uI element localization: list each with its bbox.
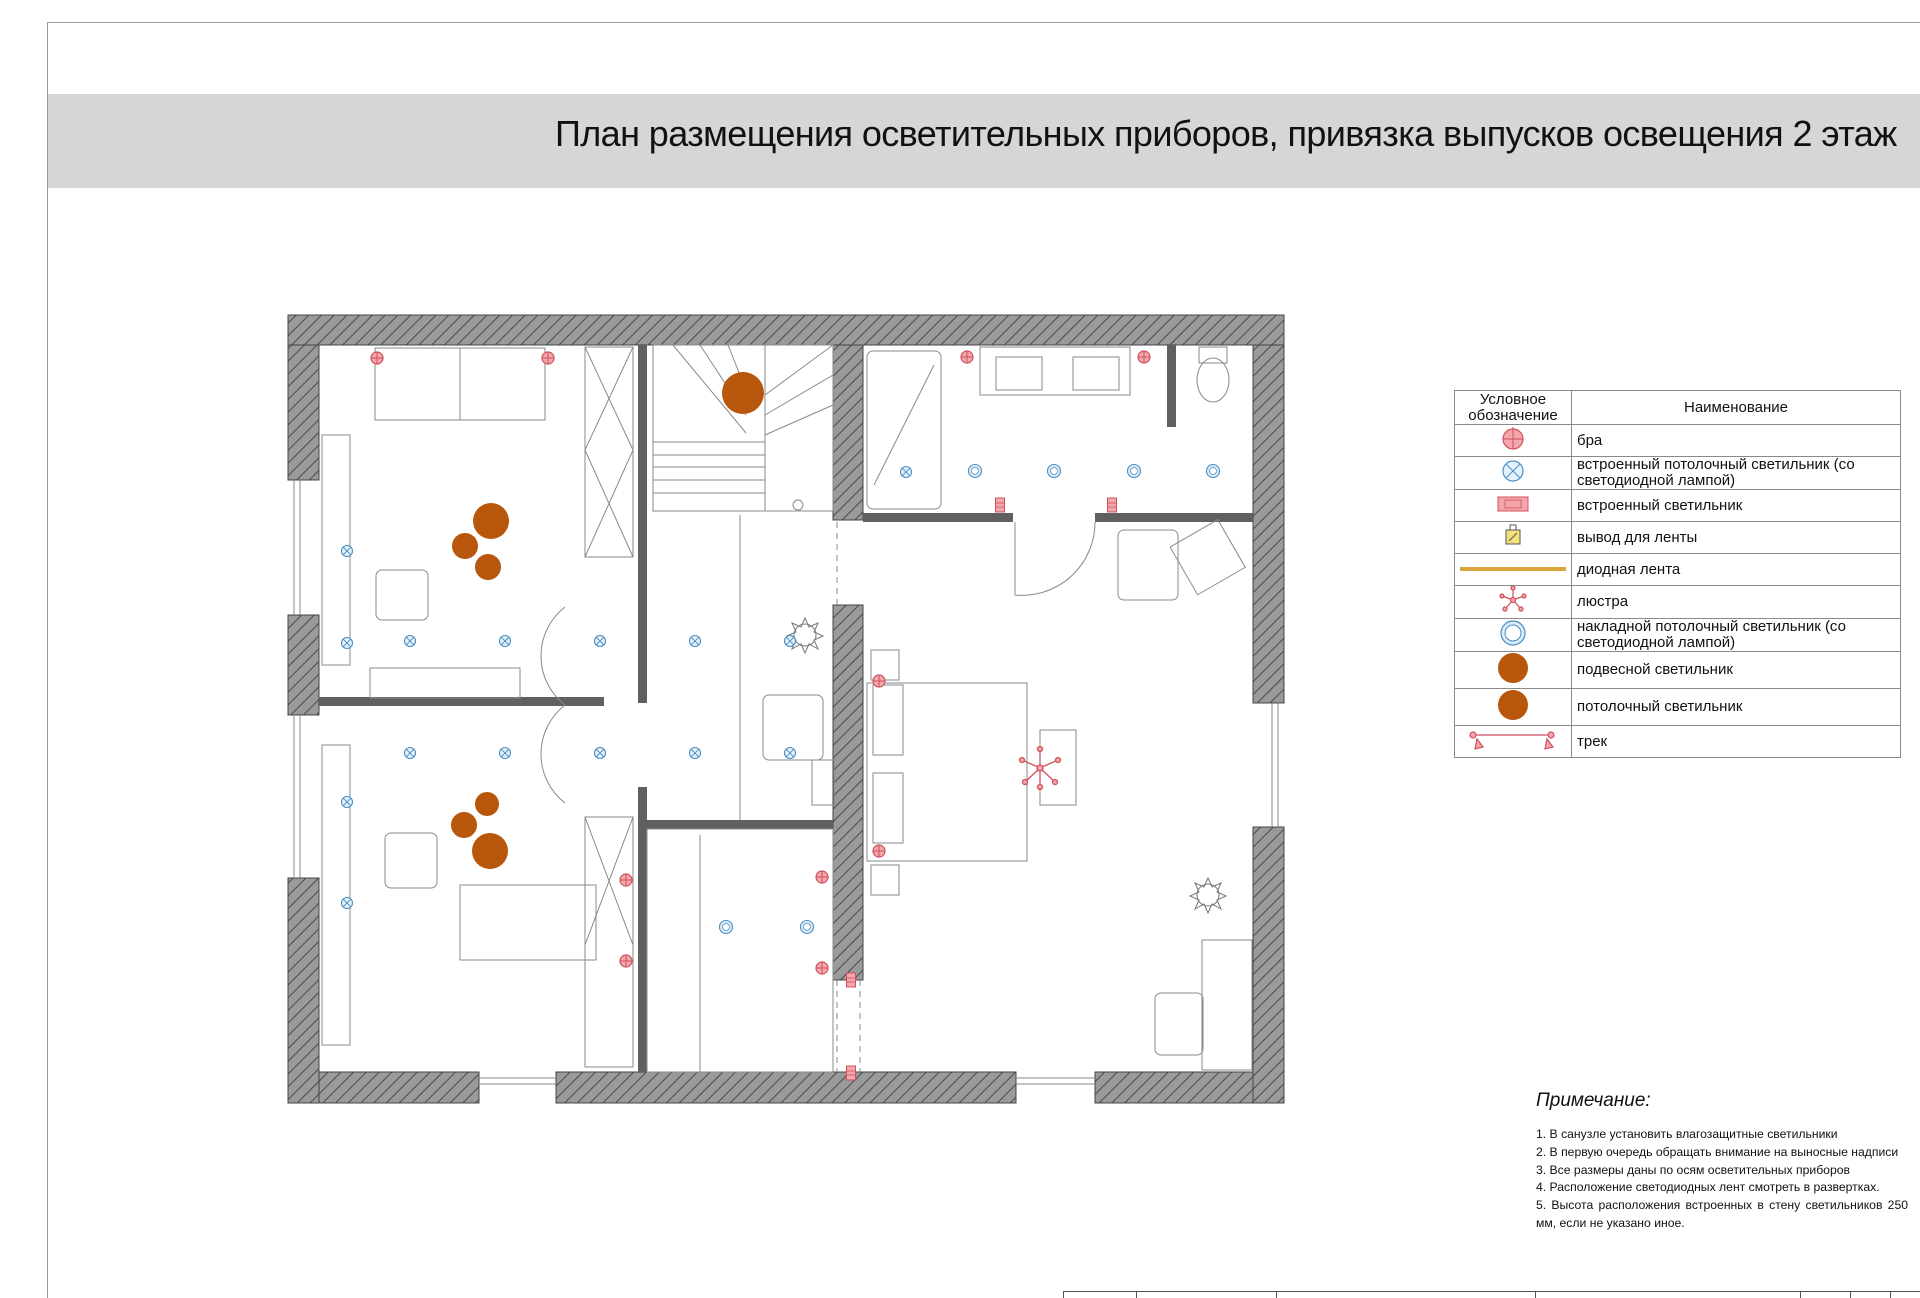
note-item: 3. Все размеры даны по осям осветительных приборов bbox=[1536, 1162, 1850, 1177]
legend-label: встроенный светильник bbox=[1572, 490, 1901, 522]
legend-row bbox=[1455, 490, 1901, 522]
legend-label: бра bbox=[1572, 425, 1901, 457]
title-block-divider bbox=[1276, 1291, 1277, 1298]
ceiling-light-icon bbox=[1497, 689, 1529, 721]
chandelier-icon bbox=[1498, 586, 1528, 614]
note-item: 2. В первую очередь обращать внимание на выносные надписи bbox=[1536, 1144, 1899, 1159]
windows bbox=[294, 480, 1278, 1084]
title-block-divider bbox=[1890, 1291, 1891, 1298]
legend-label: встроенный потолочный светильник (со светодиодной лампой) bbox=[1572, 457, 1901, 490]
floor-plan bbox=[280, 305, 1300, 1110]
legend-header-symbol: Условное обозначение bbox=[1455, 391, 1572, 425]
title-block-divider bbox=[1136, 1291, 1137, 1298]
partitions bbox=[319, 345, 1253, 1072]
exterior-walls bbox=[288, 315, 1284, 1103]
pendant-light-icon bbox=[1497, 652, 1529, 684]
surface-ceiling-light-icon bbox=[1499, 619, 1527, 647]
built-in-wall-light-icon bbox=[1496, 494, 1530, 514]
recessed-led-downlight-icon bbox=[1501, 459, 1525, 483]
title-block-divider bbox=[1063, 1291, 1064, 1298]
frame-border-top bbox=[47, 22, 1920, 23]
chandelier-icon bbox=[1020, 747, 1061, 790]
legend-row bbox=[1455, 726, 1901, 758]
legend-row bbox=[1455, 457, 1901, 490]
title-block-divider bbox=[1800, 1291, 1801, 1298]
legend-table bbox=[1454, 390, 1901, 758]
legend-row bbox=[1455, 554, 1901, 586]
legend-header bbox=[1455, 391, 1901, 425]
recessed-downlights bbox=[342, 467, 912, 909]
note-item: 4. Расположение светодиодных лент смотреть в развертках. bbox=[1536, 1180, 1880, 1195]
legend-label: диодная лента bbox=[1572, 554, 1901, 586]
legend-row bbox=[1455, 689, 1901, 726]
legend-label: трек bbox=[1572, 726, 1901, 758]
title-block-divider bbox=[1535, 1291, 1536, 1298]
legend-row bbox=[1455, 522, 1901, 554]
title-block-edge bbox=[1063, 1291, 1920, 1292]
track-light-icon bbox=[1463, 727, 1563, 753]
page-title: План размещения осветительных приборов, привязка выпусков освещения 2 этаж bbox=[555, 113, 1897, 154]
strip-outlet-icon bbox=[1503, 524, 1523, 548]
legend-row bbox=[1455, 619, 1901, 652]
legend-label: вывод для ленты bbox=[1572, 522, 1901, 554]
notes-title: Примечание: bbox=[1536, 1090, 1651, 1111]
frame-border-left bbox=[47, 22, 48, 1298]
legend-label: подвесной светильник bbox=[1572, 652, 1901, 689]
legend-header-name: Наименование bbox=[1572, 391, 1901, 425]
sconce-icon bbox=[1501, 427, 1525, 451]
note-item: 5. Высота расположения встроенных в стену светильников 250 мм, если не указано иное. bbox=[1536, 1198, 1908, 1230]
notes-block bbox=[1536, 1090, 1908, 1233]
legend-label: накладной потолочный светильник (со светодиодной лампой) bbox=[1572, 619, 1901, 652]
furniture-outlines bbox=[322, 345, 1252, 1072]
plant-icon bbox=[1190, 878, 1226, 913]
legend-label: потолочный светильник bbox=[1572, 689, 1901, 726]
legend-row bbox=[1455, 586, 1901, 619]
note-item: 1. В санузле установить влагозащитные светильники bbox=[1536, 1127, 1838, 1141]
surface-ceiling-lights bbox=[720, 465, 1220, 934]
legend-row bbox=[1455, 425, 1901, 457]
legend-label: люстра bbox=[1572, 586, 1901, 619]
sconces bbox=[371, 351, 1150, 974]
led-strip-icon bbox=[1458, 564, 1568, 574]
legend-row bbox=[1455, 652, 1901, 689]
title-block-divider bbox=[1850, 1291, 1851, 1298]
pendant-lights bbox=[451, 372, 764, 869]
